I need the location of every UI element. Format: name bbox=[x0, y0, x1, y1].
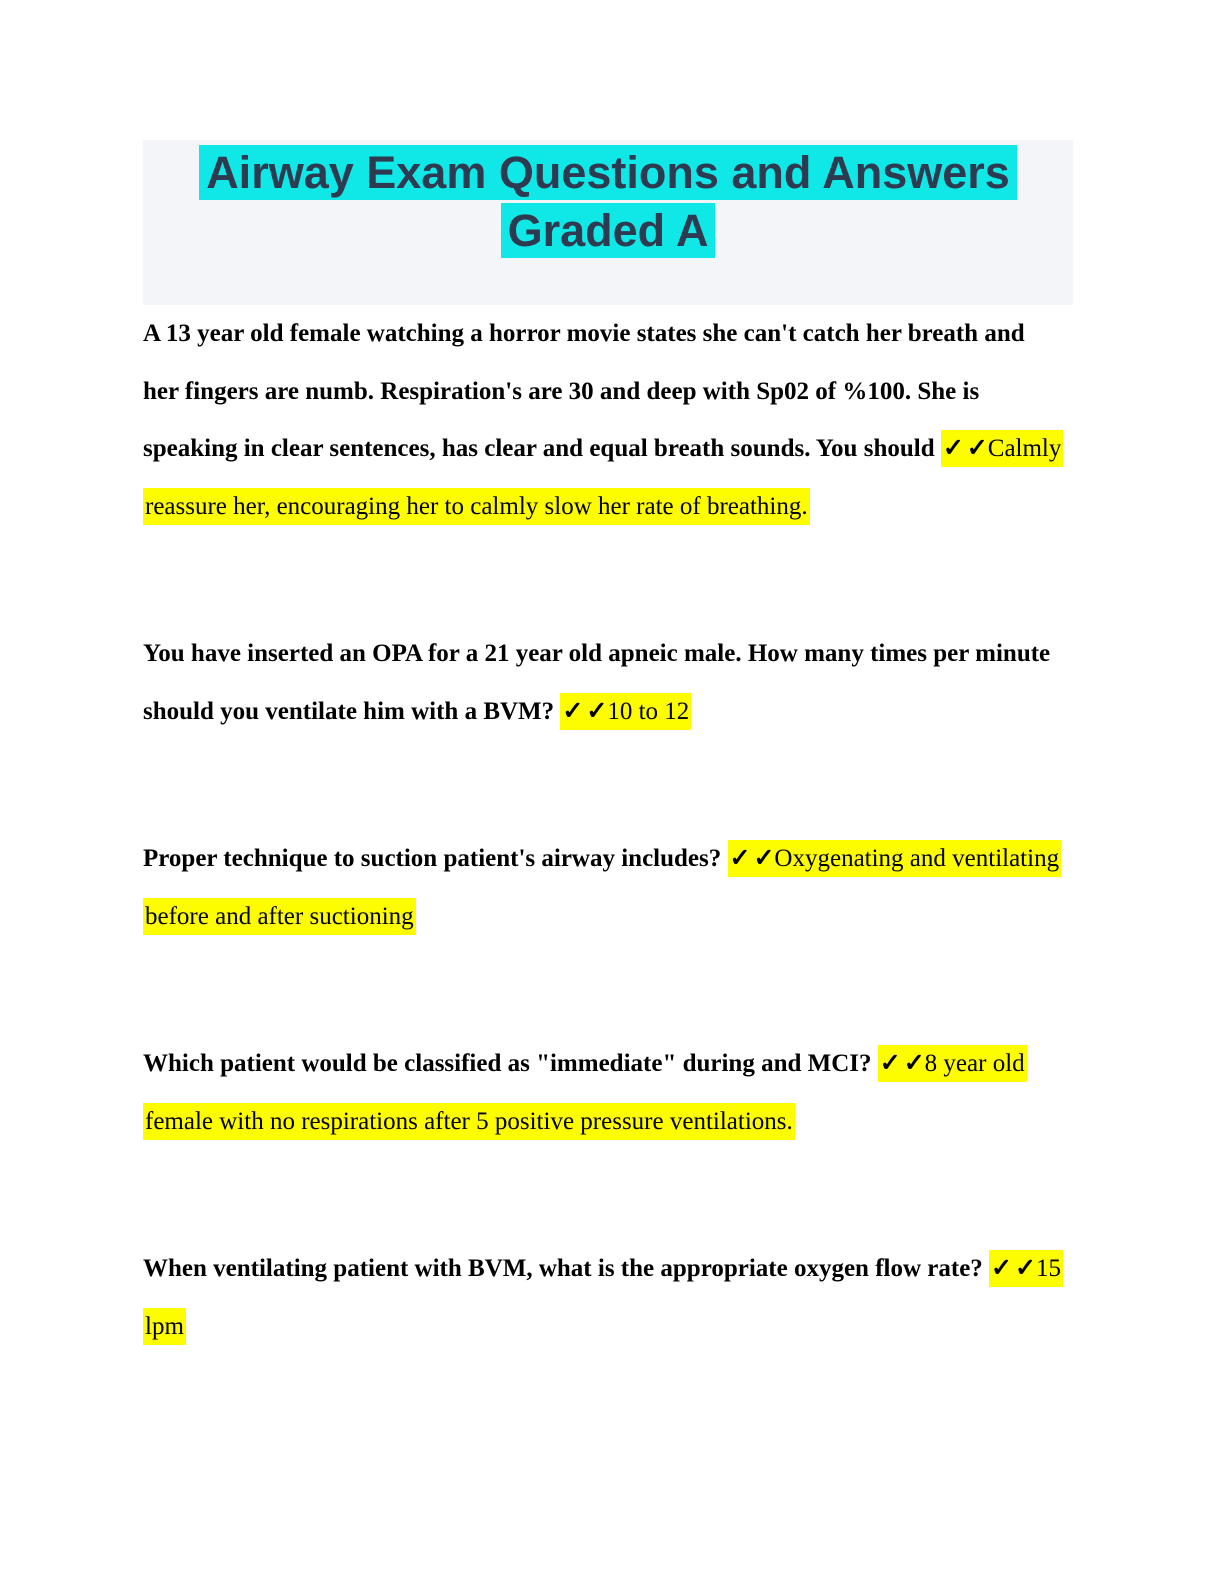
qa-item bbox=[143, 1035, 1063, 1150]
answer-highlight bbox=[560, 693, 691, 730]
title-band bbox=[143, 140, 1073, 305]
qa-content bbox=[143, 305, 1063, 1445]
qa-item bbox=[143, 625, 1063, 740]
question-text: Proper technique to suction patient's airway includes? bbox=[143, 845, 722, 872]
checkmark-icon: ✓✓ bbox=[729, 845, 778, 872]
answer-text: 15 lpm bbox=[145, 1255, 1061, 1340]
checkmark-icon: ✓✓ bbox=[879, 1050, 928, 1077]
checkmark-icon: ✓✓ bbox=[942, 435, 991, 462]
question-text: You have inserted an OPA for a 21 year old apneic male. How many times per minute should you ventilate him with a BVM? bbox=[143, 640, 1051, 725]
answer-text: 10 to 12 bbox=[607, 697, 690, 725]
question-text: When ventilating patient with BVM, what is the appropriate oxygen flow rate? bbox=[143, 1255, 983, 1282]
answer-text: 8 year old female with no respirations after 5 positive pressure ventilations. bbox=[145, 1050, 1025, 1135]
qa-item bbox=[143, 1240, 1063, 1355]
qa-item bbox=[143, 305, 1063, 535]
checkmark-icon: ✓✓ bbox=[991, 1255, 1039, 1282]
answer-text: Calmly reassure her, encouraging her to calmly slow her rate of breathing. bbox=[145, 435, 1062, 520]
checkmark-icon: ✓✓ bbox=[562, 697, 611, 725]
page-title bbox=[143, 140, 1073, 260]
page-title-text: Airway Exam Questions and Answers Graded A bbox=[199, 145, 1017, 258]
question-text: A 13 year old female watching a horror movie states she can't catch her breath and her fingers are numb. Respiration's are 30 and deep with Sp02 of %100. She is speaking in clear sentences, has clear and equal breath sounds. You should bbox=[143, 320, 1025, 462]
question-text: Which patient would be classified as "immediate" during and MCI? bbox=[143, 1050, 872, 1077]
answer-text: Oxygenating and ventilating before and after suctioning bbox=[145, 845, 1060, 930]
qa-item bbox=[143, 830, 1063, 945]
